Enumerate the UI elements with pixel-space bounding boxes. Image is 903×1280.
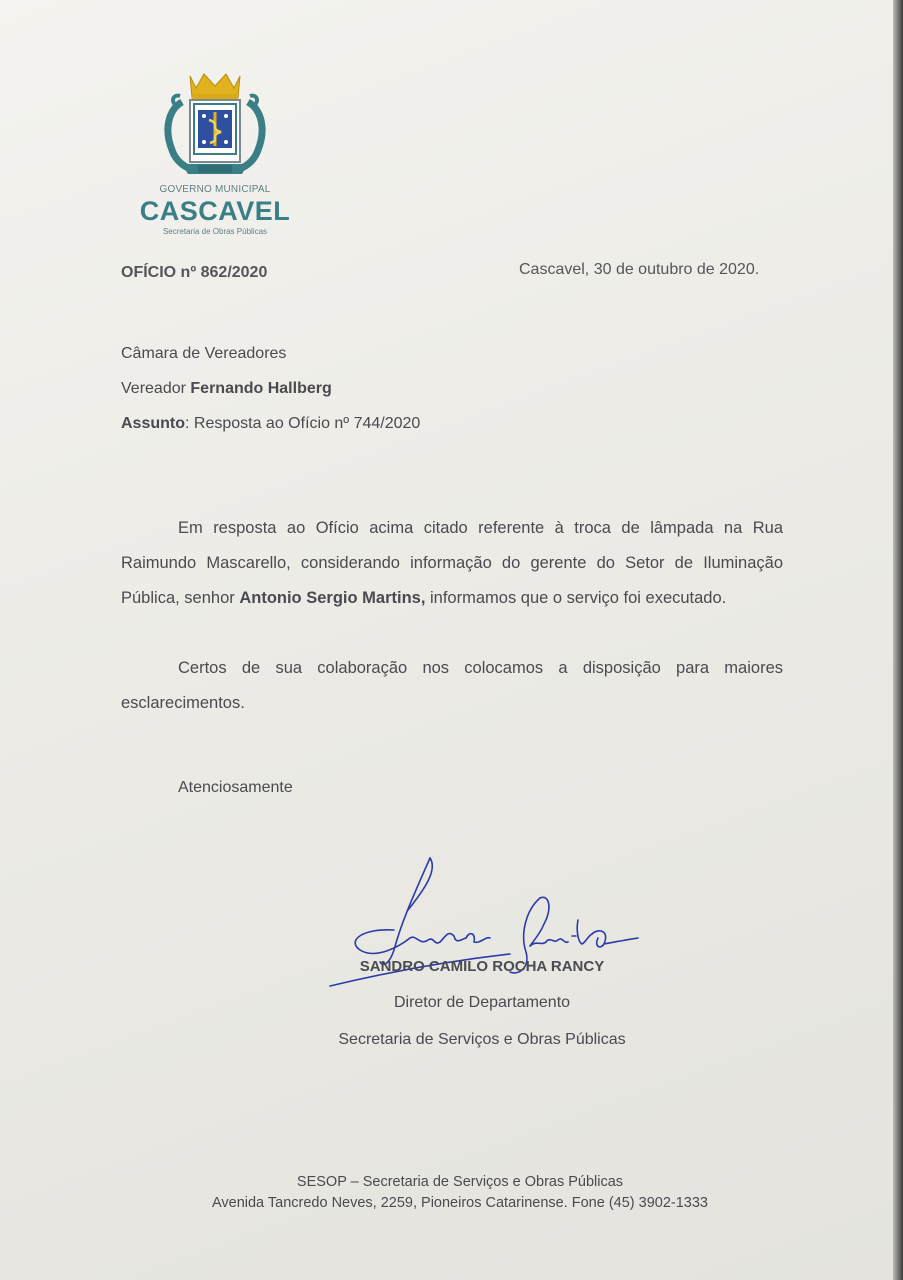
recipient-name: Fernando Hallberg bbox=[190, 380, 332, 397]
signer-department: Secretaria de Serviços e Obras Públicas bbox=[338, 1031, 626, 1048]
recipient-institution: Câmara de Vereadores bbox=[121, 345, 287, 362]
logo-government-text: GOVERNO MUNICIPAL bbox=[159, 184, 271, 195]
paragraph-1-part-2: informamos que o serviço foi executado. bbox=[425, 589, 727, 607]
footer-line-1: SESOP – Secretaria de Serviços e Obras Públicas bbox=[296, 1174, 624, 1190]
oficio-number: OFÍCIO nº 862/2020 bbox=[121, 264, 268, 281]
body-paragraph-2: Certos de sua colaboração nos colocamos a disposição para maiores esclarecimentos. bbox=[121, 659, 783, 712]
manager-name: Antonio Sergio Martins, bbox=[239, 589, 426, 607]
body-paragraph-1 bbox=[121, 511, 783, 616]
closing-text: Atenciosamente bbox=[178, 779, 293, 796]
subject-text: : Resposta ao Ofício nº 744/2020 bbox=[185, 415, 421, 432]
signer-name: SANDRO CAMILO ROCHA RANCY bbox=[359, 958, 605, 975]
document-date: Cascavel, 30 de outubro de 2020. bbox=[519, 261, 760, 278]
logo-city-name: CASCAVEL bbox=[139, 196, 291, 226]
page-edge-shadow bbox=[893, 0, 903, 1280]
recipient-line bbox=[121, 380, 332, 398]
logo-department-text: Secretaria de Obras Públicas bbox=[162, 227, 268, 236]
recipient-title: Vereador bbox=[121, 380, 191, 397]
paragraph-1-part-1: Em resposta ao Ofício acima citado referente à troca de lâmpada na Rua Raimundo Mascarello, considerando informação do gerente do Setor de Iluminação Pública, senhor bbox=[121, 519, 783, 607]
footer-address: Avenida Tancredo Neves, 2259, Pioneiros Catarinense. Fone (45) 3902-1333 bbox=[211, 1195, 708, 1211]
signer-role: Diretor de Departamento bbox=[393, 994, 571, 1011]
subject-line bbox=[121, 415, 420, 433]
coat-of-arms-icon bbox=[130, 70, 300, 182]
subject-label: Assunto bbox=[121, 415, 185, 432]
city-logo bbox=[130, 70, 300, 245]
